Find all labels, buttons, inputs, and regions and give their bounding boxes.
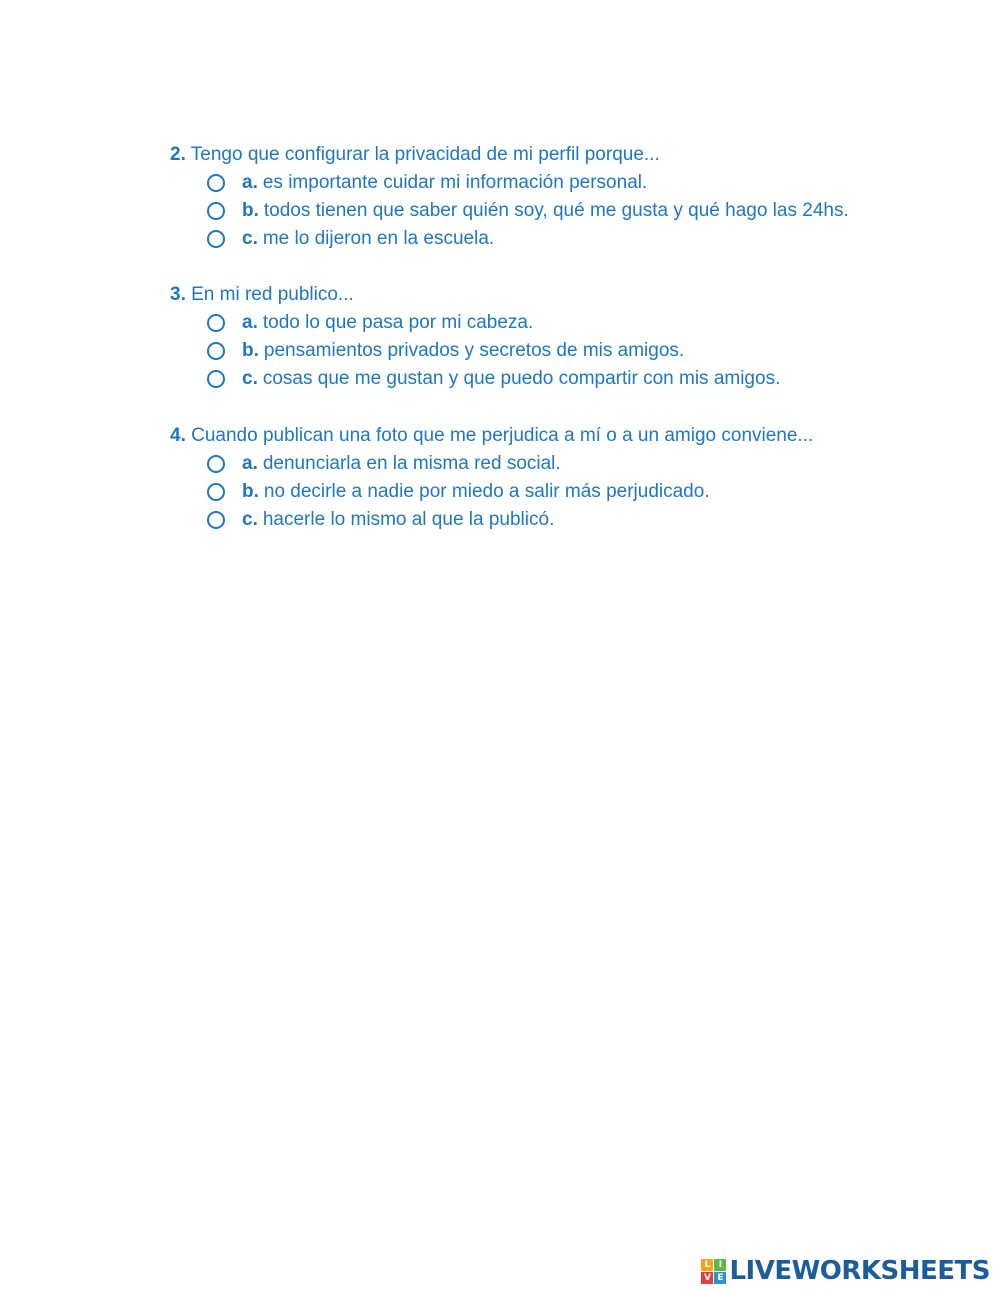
radio-button[interactable] (207, 342, 225, 360)
option-letter: b. (242, 340, 259, 361)
question-prompt: Cuando publican una foto que me perjudica a mí o a un amigo conviene... (185, 425, 814, 446)
question-4 (170, 422, 970, 534)
question-number: 4. (170, 425, 186, 446)
question-text (170, 141, 970, 169)
option-text: es importante cuidar mi información personal. (262, 172, 648, 193)
option-letter: a. (242, 453, 258, 474)
radio-button[interactable] (207, 483, 225, 501)
option-c[interactable] (207, 506, 970, 534)
option-list (207, 169, 970, 253)
liveworksheets-logo (701, 1256, 990, 1286)
option-letter: c. (242, 368, 258, 389)
option-a[interactable] (207, 169, 970, 197)
question-prompt: En mi red publico... (185, 284, 354, 305)
option-c[interactable] (207, 225, 970, 253)
radio-button[interactable] (207, 202, 225, 220)
logo-text: LIVEWORKSHEETS (729, 1256, 990, 1286)
option-b[interactable] (207, 337, 970, 365)
logo-tile: I (714, 1259, 726, 1271)
logo-tile: V (701, 1272, 713, 1284)
question-number: 2. (170, 144, 186, 165)
option-c[interactable] (207, 365, 970, 393)
option-b[interactable] (207, 197, 970, 225)
radio-button[interactable] (207, 314, 225, 332)
option-a[interactable] (207, 450, 970, 478)
radio-button[interactable] (207, 511, 225, 529)
logo-mark-icon (701, 1259, 726, 1284)
question-prompt: Tengo que configurar la privacidad de mi perfil porque... (185, 144, 660, 165)
question-text (170, 422, 970, 450)
option-text: denunciarla en la misma red social. (262, 453, 561, 474)
question-text (170, 281, 970, 309)
option-letter: c. (242, 509, 258, 530)
option-b[interactable] (207, 478, 970, 506)
option-text: todo lo que pasa por mi cabeza. (262, 312, 534, 333)
option-letter: b. (242, 200, 259, 221)
question-3 (170, 281, 970, 393)
question-number: 3. (170, 284, 186, 305)
option-text: todos tienen que saber quién soy, qué me gusta y qué hago las 24hs. (263, 200, 849, 221)
radio-button[interactable] (207, 455, 225, 473)
option-list (207, 309, 970, 393)
logo-tile: L (701, 1259, 713, 1271)
option-letter: c. (242, 228, 258, 249)
radio-button[interactable] (207, 230, 225, 248)
logo-tile: E (714, 1272, 726, 1284)
option-text: pensamientos privados y secretos de mis amigos. (263, 340, 685, 361)
option-text: no decirle a nadie por miedo a salir más perjudicado. (263, 481, 710, 502)
radio-button[interactable] (207, 370, 225, 388)
option-text: cosas que me gustan y que puedo compartir con mis amigos. (262, 368, 781, 389)
option-list (207, 450, 970, 534)
option-letter: a. (242, 172, 258, 193)
option-letter: a. (242, 312, 258, 333)
option-text: hacerle lo mismo al que la publicó. (262, 509, 555, 530)
question-2 (170, 141, 970, 253)
option-a[interactable] (207, 309, 970, 337)
option-text: me lo dijeron en la escuela. (262, 228, 495, 249)
option-letter: b. (242, 481, 259, 502)
radio-button[interactable] (207, 174, 225, 192)
